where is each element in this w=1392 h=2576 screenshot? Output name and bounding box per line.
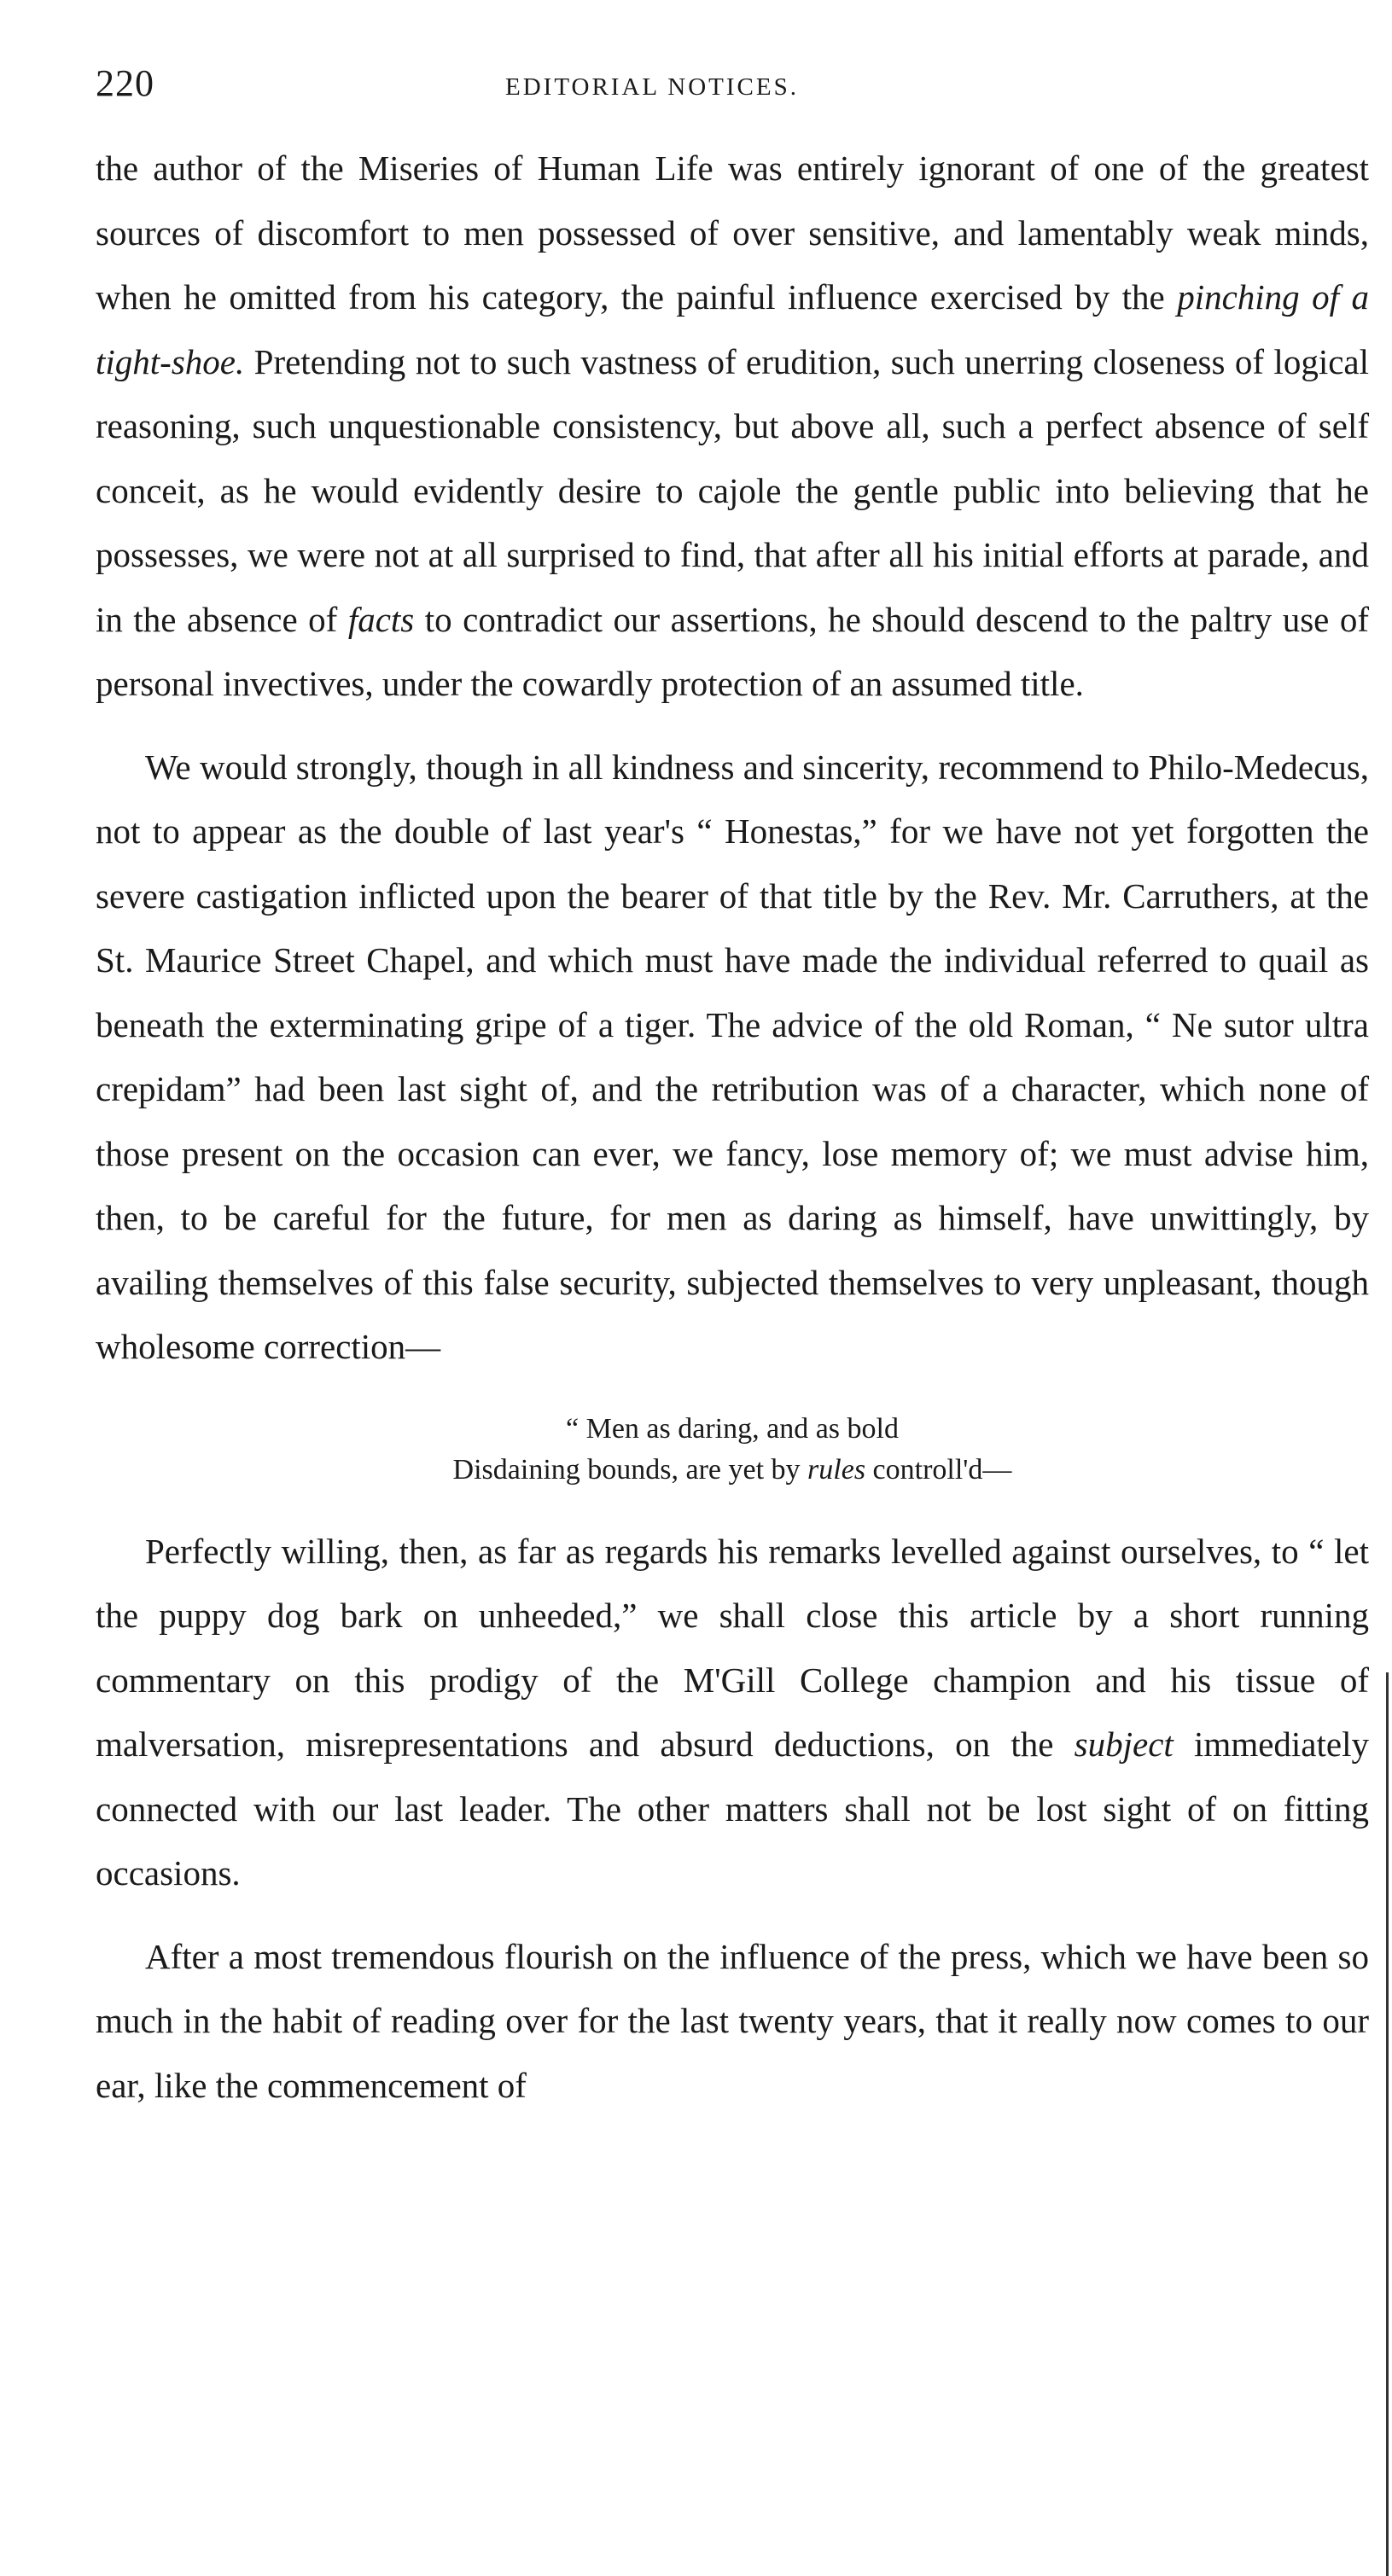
italic-text-run: rules	[807, 1453, 866, 1486]
text-run: We would strongly, though in all kindness and sincerity, recommend to Philo-Medecus, not to appear as the double of last year's “ Honestas,” for we have not yet forgotten the severe castigation inflicted upon the bearer of that title by the Rev. Mr. Carruthers, at the St. Maurice Street Chapel, and which must have made the individual referred to quail as beneath the exterminating gripe of a tiger. The advice of the old Roman, “ Ne sutor ultra crepidam” had been last sight of, and the retribution was of a character, which none of those present on the occasion can ever, we fancy, lose memory of; we must advise him, then, to be careful for the future, for men as daring as himself, have unwittingly, by availing themselves of this false security, subjected themselves to very unpleasant, though wholesome correction—	[96, 747, 1369, 1366]
page-header	[96, 58, 1367, 109]
page-number: 220	[96, 62, 154, 104]
italic-text-run: subject	[1074, 1724, 1174, 1764]
text-run: immediately connected with our last leader. The other matters shall not be lost sight of on fitting occasions.	[96, 1724, 1369, 1893]
paragraph	[96, 736, 1369, 1380]
paragraph	[96, 1925, 1369, 2119]
italic-text-run: facts	[347, 599, 415, 639]
paragraph	[96, 137, 1369, 717]
running-head: EDITORIAL NOTICES.	[505, 73, 799, 101]
quote-line	[96, 1450, 1369, 1491]
verse-quotation	[96, 1409, 1369, 1491]
body-text	[96, 137, 1369, 2118]
text-run: Disdaining bounds, are yet by	[452, 1453, 808, 1486]
quote-line: “ Men as daring, and as bold	[566, 1412, 899, 1445]
scan-edge-line	[1386, 1672, 1389, 2576]
text-run: controll'd—	[865, 1453, 1012, 1486]
text-run: the author of the Miseries of Human Life was entirely ignorant of one of the greatest sources of discomfort to men possessed of over sensitive, and lamentably weak minds, when he omitted from his category, the painful influence exercised by the	[96, 148, 1369, 317]
italic-text-run: pinching of a tight-shoe.	[96, 277, 1369, 381]
text-run: Perfectly willing, then, as far as regards his remarks levelled against ourselves, to “ let the puppy dog bark on unheeded,” we shall close this article by a short running commentary on this prodigy of the M'Gill College champion and his tissue of malversation, misrepresentations and absurd deductions, on the	[96, 1531, 1369, 1764]
text-run: to contradict our assertions, he should descend to the paltry use of personal invectives, under the cowardly protection of an assumed title.	[96, 599, 1369, 703]
text-run: After a most tremendous flourish on the influence of the press, which we have been so much in the habit of reading over for the last twenty years, that it really now comes to our ear, like the commencement of	[96, 1936, 1369, 2105]
text-run: Pretending not to such vastness of erudition, such unerring closeness of logical reasoning, such unquestionable consistency, but above all, such a perfect absence of self conceit, as he would evidently desire to cajole the gentle public into believing that he possesses, we were not at all surprised to find, that after all his initial efforts at parade, and in the absence of	[96, 341, 1369, 639]
paragraph	[96, 1520, 1369, 1906]
